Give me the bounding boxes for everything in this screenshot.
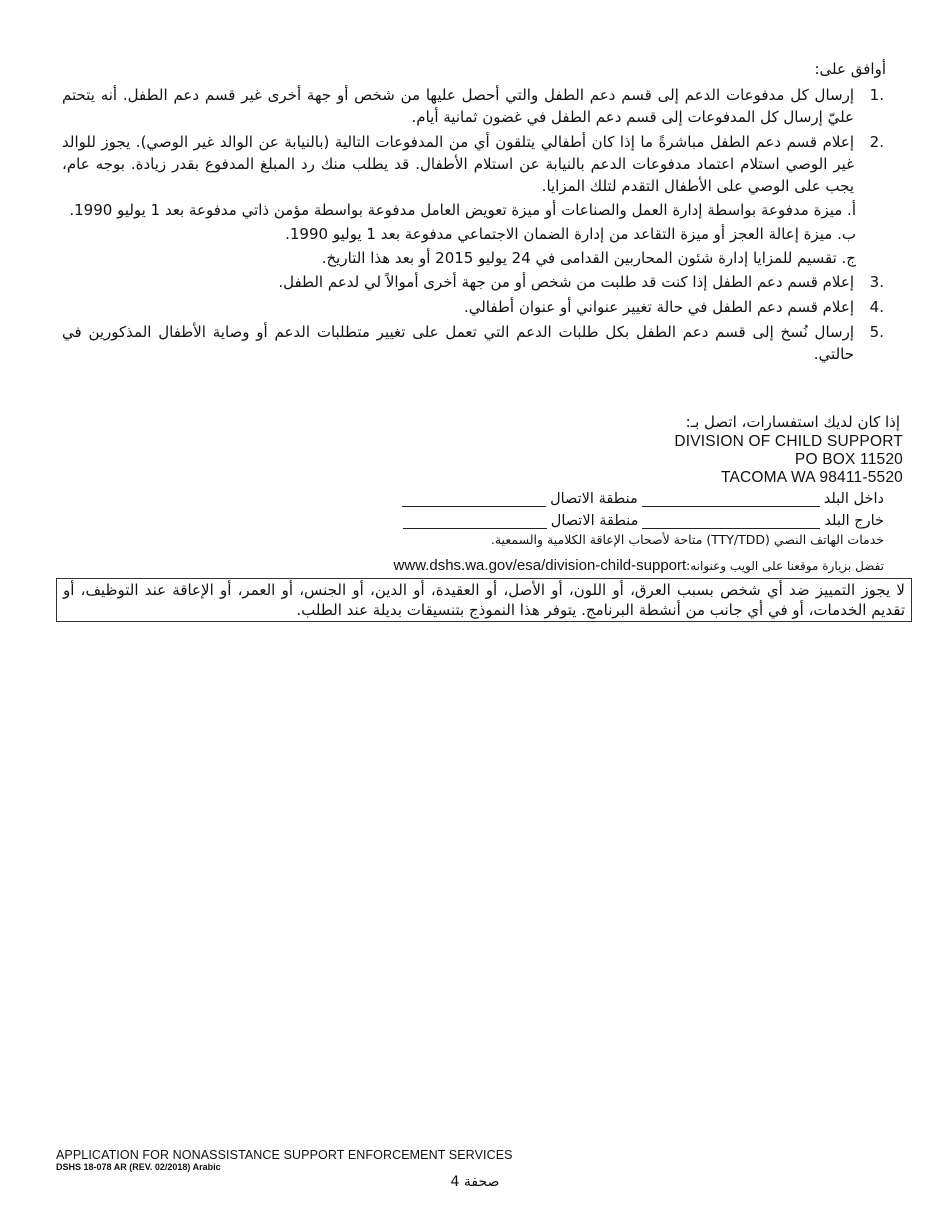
area-code-out-field[interactable] <box>403 513 547 529</box>
nondiscrimination-notice: لا يجوز التمييز ضد أي شخص بسبب العرق، أو اللون، أو الأصل، أو العقيدة، أو الدين، أو الجنس، أو العمر، أو الإعاقة عند التوظيف، أو تقديم الخدمات، أو في أي جانب من أنشطة البرنامج. يتوفر هذا النموذج بتنسيقات بديلة عند الطلب. <box>56 578 912 622</box>
area-code-in-field[interactable] <box>402 491 546 507</box>
item-number: .5 <box>869 323 884 341</box>
phone-out-country-row <box>394 509 884 529</box>
item-number: .4 <box>869 298 884 316</box>
website-label: تفضل بزيارة موقعنا على الويب وعنوانه: <box>686 559 884 573</box>
list-item <box>62 296 884 318</box>
website-link[interactable]: www.dshs.wa.gov/esa/division-child-support <box>393 557 687 574</box>
footer-form-number: DSHS 18-078 AR (REV. 02/2018) Arabic <box>56 1162 221 1172</box>
footer-form-title: APPLICATION FOR NONASSISTANCE SUPPORT ENFORCEMENT SERVICES <box>56 1148 513 1162</box>
item-text: إعلام قسم دعم الطفل إذا كنت قد طلبت من شخص أو من جهة أخرى أموالاً لي لدعم الطفل. <box>278 273 854 291</box>
sub-item-b: ب. ميزة إعالة العجز أو ميزة التقاعد من إدارة الضمان الاجتماعي مدفوعة بعد 1 يوليو 1990. <box>285 225 856 243</box>
address-line-2: PO BOX 11520 <box>794 451 903 468</box>
website-line <box>394 557 884 574</box>
item-number: .3 <box>869 273 884 291</box>
area-code-label: منطقة الاتصال <box>550 513 639 529</box>
phone-in-country-row <box>394 487 884 507</box>
sub-item-a: أ. ميزة مدفوعة بواسطة إدارة العمل والصناعات أو ميزة تعويض العامل مدفوعة بواسطة مؤمن ذاتي مدفوعة بعد 1 يوليو 1990. <box>69 201 856 219</box>
phone-out-country-field[interactable] <box>642 513 820 529</box>
phone-out-country-label: خارج البلد <box>824 513 884 529</box>
phone-in-country-label: داخل البلد <box>823 491 884 507</box>
sub-item-c: ج. تقسيم للمزايا إدارة شئون المحاربين القدامى في 24 يوليو 2015 أو بعد هذا التاريخ. <box>321 249 856 267</box>
list-item <box>62 321 884 365</box>
tty-notice: خدمات الهاتف النصي (TTY/TDD) متاحة لأصحاب الإعاقة الكلامية والسمعية. <box>490 532 884 547</box>
list-item <box>62 131 884 197</box>
phone-in-country-field[interactable] <box>642 491 820 507</box>
list-item <box>62 271 884 293</box>
address-line-1: DIVISION OF CHILD SUPPORT <box>674 433 903 450</box>
item-number: .1 <box>869 86 884 104</box>
item-text: إعلام قسم دعم الطفل مباشرةً ما إذا كان أطفالي يتلقون أي من المدفوعات التالية (بالنيابة عن الوالد غير الوصي). يجوز للوالد غير الوصي استلام اعتماد مدفوعات الدعم بالنيابة عن استلام الأطفال. قد يطلب منك رد المبلغ المدفوع بقدر زيادة. بوجه عام، يجب على الوصي على الأطفال التقدم لتلك المزايا. <box>62 133 854 195</box>
item-text: إعلام قسم دعم الطفل في حالة تغيير عنواني أو عنوان أطفالي. <box>463 298 854 316</box>
agreement-list <box>62 84 884 365</box>
agreement-heading: أوافق على: <box>814 60 886 78</box>
item-number: .2 <box>869 133 884 151</box>
page-number: صحفة 4 <box>450 1174 500 1190</box>
list-item <box>62 84 884 128</box>
address-line-3: TACOMA WA 98411-5520 <box>720 469 903 486</box>
area-code-label: منطقة الاتصال <box>550 491 638 507</box>
contact-heading: إذا كان لديك استفسارات، اتصل بـ: <box>685 413 900 431</box>
item-text: إرسال كل مدفوعات الدعم إلى قسم دعم الطفل والتي أحصل عليها من شخص أو جهة أخرى غير قسم دعم الطفل. أنه يتحتم عليّ إرسال كل المدفوعات إلى قسم دعم الطفل في غضون ثمانية أيام. <box>62 86 854 126</box>
item-text: إرسال نُسخ إلى قسم دعم الطفل بكل طلبات الدعم التي تعمل على تغيير متطلبات الدعم أو وصاية الأطفال المذكورين في حالتي. <box>62 323 854 363</box>
